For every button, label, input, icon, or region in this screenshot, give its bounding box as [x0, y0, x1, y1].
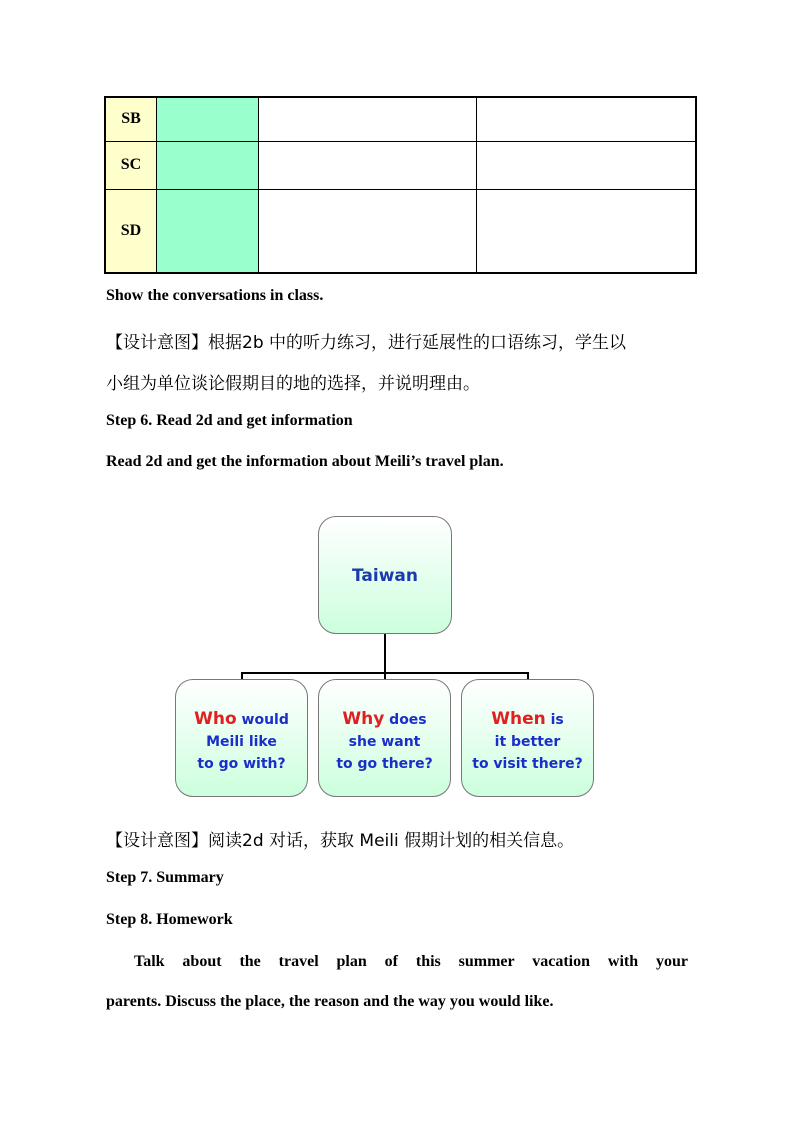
- diagram-child-when: [461, 679, 594, 797]
- empty-cell: [259, 141, 477, 189]
- row-label: SD: [105, 189, 157, 273]
- green-cell: [157, 189, 259, 273]
- green-cell: [157, 141, 259, 189]
- child-text: is: [550, 712, 564, 728]
- child-line2: Meili like: [206, 734, 277, 750]
- step7-heading: Step 7. Summary: [106, 869, 224, 886]
- step6-instruction: Read 2d and get the information about Meili’s travel plan.: [106, 453, 504, 470]
- step8-heading: Step 8. Homework: [106, 911, 233, 928]
- homework-line1: Talk about the travel plan of this summer vacation with your: [134, 953, 688, 970]
- design-intent-1-line1: 【设计意图】根据2b 中的听力练习，进行延展性的口语练习，学生以: [106, 333, 627, 353]
- child-line1: [319, 708, 450, 731]
- design-intent-1-line2: 小组为单位谈论假期目的地的选择，并说明理由。: [106, 374, 480, 394]
- child-line1: [462, 708, 593, 731]
- green-cell: [157, 97, 259, 141]
- child-line2: she want: [348, 734, 421, 750]
- question-word: When: [491, 709, 546, 729]
- question-word: Who: [194, 709, 237, 729]
- child-line2: it better: [494, 734, 561, 750]
- empty-cell: [477, 141, 697, 189]
- table-row: [105, 97, 696, 141]
- child-line3: to go there?: [336, 756, 433, 772]
- show-conversations-text: Show the conversations in class.: [106, 287, 324, 304]
- child-line3: to go with?: [197, 756, 286, 772]
- child-text: would: [241, 712, 289, 728]
- root-label: Taiwan: [352, 566, 418, 586]
- empty-cell: [477, 189, 697, 273]
- child-text: does: [389, 712, 427, 728]
- child-line1: [176, 708, 307, 731]
- diagram-child-why: [318, 679, 451, 797]
- design-intent-2: 【设计意图】阅读2d 对话，获取 Meili 假期计划的相关信息。: [106, 831, 575, 851]
- empty-cell: [259, 97, 477, 141]
- row-label: SB: [105, 97, 157, 141]
- table-row: [105, 189, 696, 273]
- diagram-child-who: [175, 679, 308, 797]
- homework-line2: parents. Discuss the place, the reason and the way you would like.: [106, 993, 554, 1010]
- empty-cell: [259, 189, 477, 273]
- table-row: [105, 141, 696, 189]
- question-word: Why: [342, 709, 385, 729]
- empty-cell: [477, 97, 697, 141]
- child-line3: to visit there?: [472, 756, 583, 772]
- group-table: [104, 96, 697, 274]
- diagram-root-node: [318, 516, 452, 634]
- step6-heading: Step 6. Read 2d and get information: [106, 412, 353, 429]
- homework-paragraph: [106, 953, 688, 1011]
- row-label: SC: [105, 141, 157, 189]
- connector-vertical: [384, 634, 386, 673]
